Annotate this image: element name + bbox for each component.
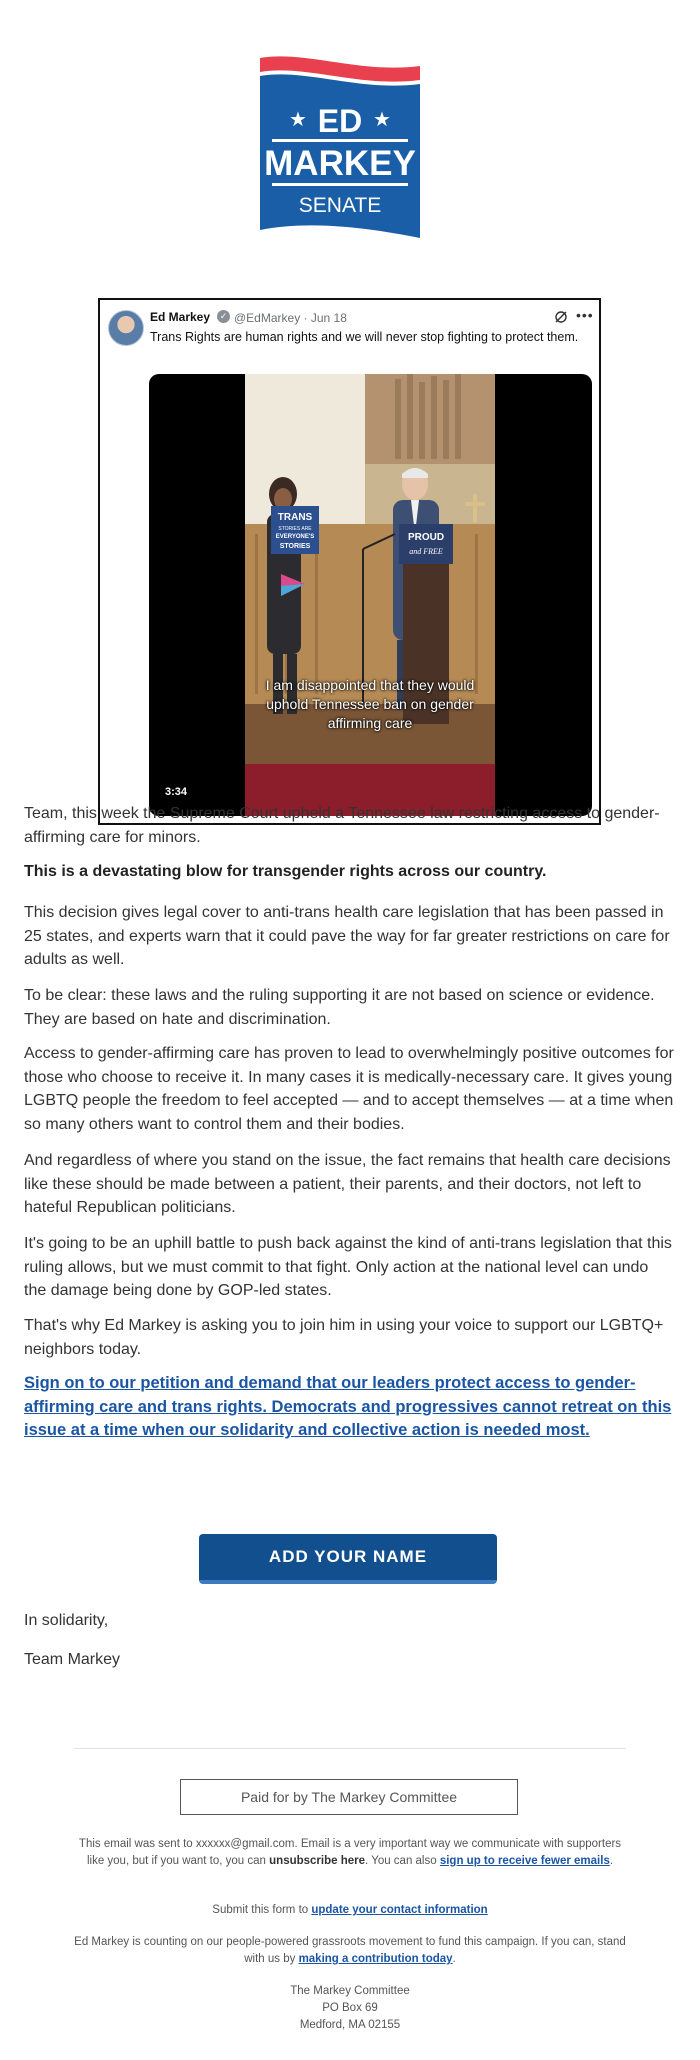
logo-line3: SENATE [298,194,382,217]
logo-line1: ED [317,103,363,139]
svg-text:EVERYONE'S: EVERYONE'S [275,534,315,540]
address-line-1: The Markey Committee [290,1985,410,1997]
video-frame [245,374,495,816]
tweet-handle-date[interactable]: @EdMarkey · Jun 18 [234,311,347,325]
logo-rule-bottom [272,183,408,186]
address-line-2: PO Box 69 [322,2002,378,2014]
petition-link[interactable]: Sign on to our petition and demand that our leaders protect access to gender-affirming care and trans rights. Democrats and progressives cannot retreat on this issue at a time when our solidarity and collective action is needed most. [24,1374,672,1439]
embedded-tweet[interactable] [98,298,601,825]
paragraph-3: This decision gives legal cover to anti-trans health care legislation that has been passed in 25 states, and experts warn that it could pave the way for far greater restrictions on care for adults as well. [24,904,670,968]
contribution-link[interactable]: making a contribution today [298,1953,453,1965]
svg-text:STORIES ARE: STORIES ARE [278,526,312,532]
signature: Team Markey [24,1651,121,1668]
footer-divider [74,1748,626,1749]
tweet-author-name[interactable]: Ed Markey [150,310,211,324]
recipient-email: xxxxxx@gmail.com [195,1838,295,1850]
paragraph-2-bold: This is a devastating blow for transgender rights across our country. [24,863,547,880]
logo-star-right: ★ [373,107,391,131]
campaign-logo [250,52,430,242]
more-options-icon[interactable]: ••• [576,307,594,323]
video-duration: 3:34 [165,786,188,798]
paid-for-box: Paid for by The Markey Committee [180,1779,518,1815]
svg-text:STORIES: STORIES [279,543,311,550]
verified-badge-icon: ✓ [217,310,230,323]
grok-icon[interactable] [554,310,568,324]
update-contact-link[interactable]: update your contact information [311,1904,488,1916]
address-line-3: Medford, MA 02155 [299,2019,401,2031]
logo-line2: MARKEY [264,144,416,183]
email-notice: This email was sent to xxxxxx@gmail.com. Email is a very important way we communicate with supporters like you, but if you want to, you can unsubscribe here. You can also sign up to receive fewer emails. [78,1838,622,1867]
paragraph-8: That's why Ed Markey is asking you to join him in using your voice to support our LGBTQ+ neighbors today. [24,1317,664,1358]
video-still-image [245,374,495,816]
paragraph-1: Team, this week the Supreme Court upheld a Tennessee law restricting access to gender-affirming care for minors. [24,805,660,846]
paragraph-4: To be clear: these laws and the ruling supporting it are not based on science or evidence. They are based on hate and discrimination. [24,987,655,1028]
add-your-name-button[interactable]: ADD YOUR NAME [199,1534,497,1584]
paragraph-7: It's going to be an uphill battle to push back against the kind of anti-trans legislation that this ruling allows, but we must commit to that fight. Only action at the national level can undo the damage being done by GOP-led states. [24,1235,672,1299]
update-contact-notice: Submit this form to update your contact information [212,1904,488,1916]
tweet-video[interactable] [149,374,592,816]
tweet-text: Trans Rights are human rights and we will never stop fighting to protect them. [150,330,579,344]
signoff: In solidarity, [24,1612,109,1629]
grassroots-notice: Ed Markey is counting on our people-powered grassroots movement to fund this campaign. If you can, stand with us by making a contribution today. [74,1936,626,1965]
logo-star-left: ★ [289,107,307,131]
paragraph-5: Access to gender-affirming care has proven to lead to overwhelmingly positive outcomes for those who choose to receive it. In many cases it is medically-necessary care. It gives young LGBTQ people the freedom to feel accepted — and to accept themselves — at a time when so many others want to control them and their bodies. [24,1045,674,1133]
ed-markey-senate-logo [250,52,430,242]
tweet-avatar[interactable] [108,310,144,346]
unsubscribe-link[interactable]: unsubscribe here [269,1855,366,1867]
fewer-emails-link[interactable]: sign up to receive fewer emails [439,1855,610,1867]
logo-rule-top [272,139,408,142]
video-caption: I am disappointed that they would uphold Tennessee ban on gender affirming care [265,677,475,731]
svg-text:PROUD: PROUD [407,532,445,543]
paragraph-6: And regardless of where you stand on the issue, the fact remains that health care decisions like these should be made between a patient, their parents, and their doctors, not left to hateful Republican politicians. [24,1152,671,1216]
svg-text:and FREE: and FREE [409,547,443,556]
svg-text:TRANS: TRANS [277,512,313,523]
